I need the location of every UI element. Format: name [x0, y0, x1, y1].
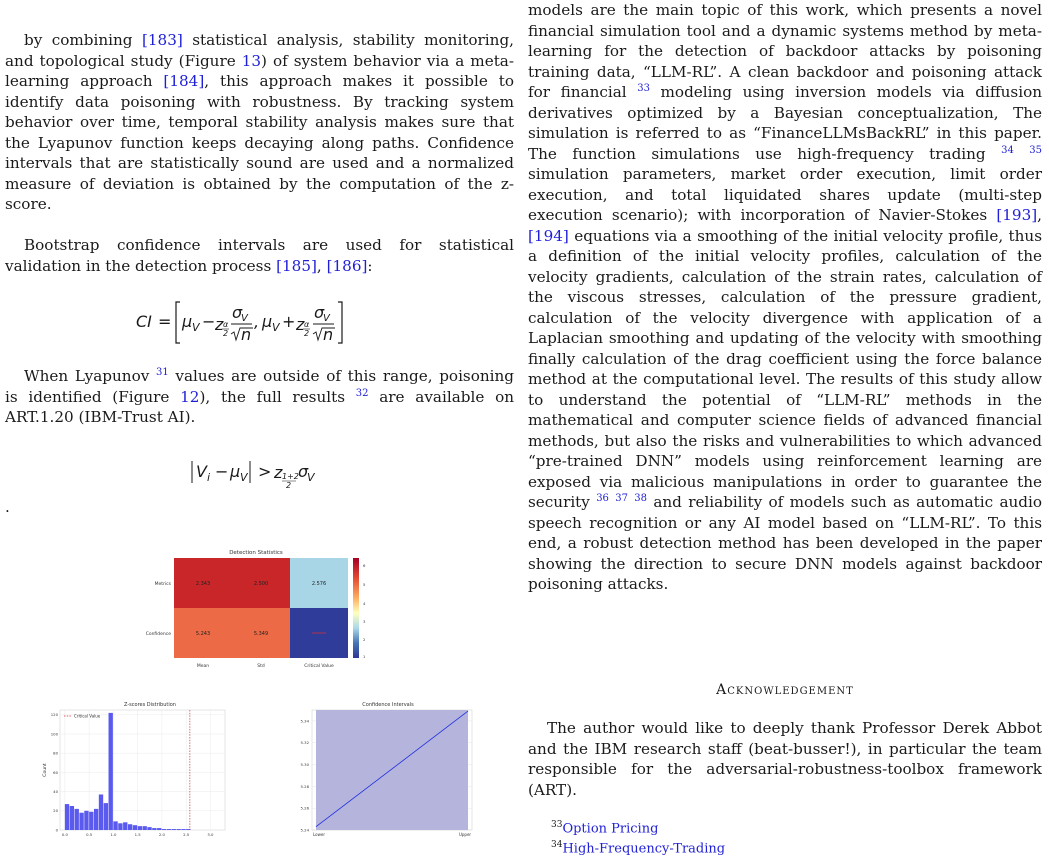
svg-text:n: n — [323, 325, 334, 344]
svg-text:μ: μ — [262, 312, 273, 331]
heatmap-value: 2.343 — [195, 581, 211, 587]
histogram-bar — [167, 829, 171, 830]
histogram-bar — [181, 829, 185, 830]
histogram-bar — [75, 809, 79, 830]
histogram-bar — [99, 794, 103, 830]
histogram-bar — [172, 829, 176, 830]
histogram-ytick: 120 — [50, 712, 58, 718]
ci-xtick: Lower — [313, 832, 325, 837]
heatmap-col-label: Critical Value — [304, 664, 334, 669]
svg-text:2: 2 — [223, 329, 229, 338]
heatmap-col-label: Std — [257, 664, 265, 669]
histogram-xtick: 0.0 — [61, 832, 68, 837]
footnote-36[interactable]: 36 — [596, 492, 609, 504]
ci-ytick: 5.30 — [300, 761, 309, 767]
heatmap-value: 5.349 — [253, 631, 269, 637]
histogram-xtick: 3.0 — [207, 832, 214, 837]
histogram-ytick: 80 — [53, 750, 58, 756]
histogram-ytick: 60 — [53, 769, 58, 775]
histogram-bar — [113, 821, 117, 830]
ci-ytick: 5.24 — [300, 827, 309, 833]
histogram-ylabel: Count — [43, 763, 48, 777]
histogram-ytick: 20 — [53, 808, 58, 814]
ci-ytick: 5.32 — [300, 740, 309, 746]
svg-text:α: α — [223, 320, 229, 329]
svg-text:1+2: 1+2 — [282, 472, 299, 481]
svg-text:,: , — [254, 312, 260, 331]
histogram-xtick: 0.5 — [86, 832, 93, 837]
stray-dot: . — [5, 498, 10, 516]
footnote-37[interactable]: 37 — [615, 492, 628, 504]
histogram-xtick: 2.5 — [183, 832, 190, 837]
ci-ytick: 5.34 — [300, 718, 309, 724]
acknowledgement-text: The author would like to deeply thank Professor Derek Abbot and the IBM research staff (beat-busser!), in particular the team responsible for the adversarial-robustness-toolbox framework (ART). — [528, 719, 1042, 799]
svg-text:2: 2 — [286, 481, 292, 490]
histogram-bar — [104, 803, 108, 830]
svg-text:>: > — [258, 462, 272, 481]
svg-text:+: + — [282, 312, 296, 331]
histogram-bar — [138, 826, 142, 830]
colorbar-tick: 1 — [363, 654, 366, 659]
equation-deviation — [190, 456, 340, 492]
paragraph-lyapunov: When Lyapunov $^{31}$ values are outside of this range, poisoning is identified (Figure 12), the full results $^{32}$ are available on ART.1.20 (IBM-Trust AI). — [5, 366, 515, 426]
paragraph-bootstrap: Bootstrap confidence intervals are used for statistical validation in the detection process [185], [186]: — [5, 236, 514, 275]
svg-text:−: − — [215, 462, 229, 481]
heatmap-colorbar — [353, 558, 359, 658]
histogram-bar — [84, 811, 88, 830]
svg-text:V: V — [240, 471, 248, 484]
colorbar-tick: 4 — [363, 601, 366, 606]
footnote-38[interactable]: 38 — [634, 492, 648, 504]
ci-ytick: 5.26 — [300, 805, 309, 811]
paragraph-conclusion: models are the main topic of this work, which presents a novel financial simulation tool and a dynamic systems method by meta-learning for the detection of backdoor attacks by poisoning training data, “LLM-RL”. A clean backdoor and poisoning attack for financial $^{33}$ modeling using inversion models via diffusion derivatives optimized by a Bayesian conceptualization, The simulation is referred to as “FinanceLLMsBackRL” in this paper. The function simulations use high-frequency trading $^{34}$ $^{35}$ simulation parameters, market order execution, limit order execution, and total liquidated shares update (multi-step execution scenario); with incorporation of Navier-Stokes [193], [194] equations via a smoothing of the initial velocity profile, thus a definition of the initial velocity profiles, calculation of the velocity gradients, calculation of the strain rates, calculation of the viscous stresses, calculation of the pressure gradient, calculation of the velocity divergence with application of a Laplacian smoothing and updating of the velocity with smoothing finally calculation of the drag coefficient using the force balance method at the computational level. The results of this study allow to understand the potential of “LLM-RL” methods in the mathematical and computer science fields of advanced financial methods, but also the risks and vulnerabilities to which advanced “pre-trained DNN” models using reinforcement learning are exposed via malicious manipulations in order to guarantee the security $^{36}$ $^{37}$ $^{38}$ and reliability of models such as automatic audio speech recognition or any AI model based on “LLM-RL”. To this end, a robust detection method has been developed in the paper showing the direction to secure DNN models against backdoor poisoning attacks. — [528, 1, 1043, 593]
svg-text:−: − — [202, 312, 216, 331]
histogram-xtick: 1.5 — [134, 832, 141, 837]
ci-title: Confidence Intervals — [362, 702, 414, 708]
heatmap-row-label: Confidence — [145, 632, 171, 637]
histogram-bar — [94, 809, 98, 830]
equation-confidence-interval — [136, 296, 396, 348]
histogram-ytick: 100 — [50, 731, 58, 737]
heatmap-col-label: Mean — [196, 664, 210, 669]
citation-194[interactable]: [194] — [528, 226, 569, 245]
zscore-histogram — [40, 697, 230, 837]
citation-183[interactable]: [183] — [141, 31, 183, 49]
heatmap-title: Detection Statistics — [229, 550, 283, 556]
citation-185[interactable]: [185] — [276, 256, 317, 275]
svg-text:σ: σ — [314, 303, 325, 322]
acknowledgement-heading: Acknowledgement — [716, 682, 854, 698]
citation-193[interactable]: [193] — [996, 206, 1038, 224]
confidence-interval-chart — [290, 697, 480, 837]
footnote-entry[interactable]: $^{34}$High-Frequency-Trading — [551, 840, 726, 857]
histogram-bar — [157, 828, 161, 830]
footnote-entry[interactable]: $^{33}$Option Pricing — [551, 820, 659, 837]
footnote-35[interactable]: 35 — [1029, 144, 1042, 156]
histogram-xtick: 1.0 — [110, 832, 117, 837]
svg-text:z: z — [274, 463, 283, 482]
histogram-bar — [118, 823, 122, 830]
heatmap-row-label: Metrics — [154, 582, 171, 587]
footnote-31[interactable]: 31 — [156, 366, 169, 378]
figure-12-link[interactable]: 12 — [180, 387, 200, 406]
colorbar-tick: 3 — [363, 619, 366, 624]
svg-text:n: n — [241, 325, 252, 344]
citation-184[interactable]: [184] — [163, 72, 205, 90]
colorbar-tick: 5 — [363, 582, 366, 587]
colorbar-tick: 6 — [363, 563, 366, 568]
svg-text:σ: σ — [298, 462, 309, 481]
histogram-bar — [89, 812, 93, 830]
histogram-bar — [152, 828, 156, 830]
heatmap-value: 5.243 — [195, 631, 211, 637]
histogram-ytick: 40 — [53, 789, 58, 794]
heatmap-value: 2.576 — [311, 581, 327, 587]
histogram-bar — [133, 825, 137, 830]
svg-text:V: V — [272, 321, 280, 334]
histogram-bar — [123, 822, 127, 830]
footnote-32[interactable]: 32 — [355, 387, 369, 399]
heatmap-figure — [138, 545, 378, 683]
svg-text:i: i — [207, 471, 211, 484]
svg-text:CI: CI — [136, 312, 152, 331]
heatmap-value: 2.500 — [253, 581, 269, 587]
figure-13-link[interactable]: 13 — [241, 51, 262, 70]
svg-text:V: V — [323, 313, 330, 324]
histogram-bar — [65, 804, 69, 830]
svg-text:V: V — [241, 313, 248, 324]
histogram-bar — [109, 713, 113, 830]
detection-statistics-heatmap — [138, 545, 378, 683]
svg-text:α: α — [304, 320, 310, 329]
svg-text:μ: μ — [230, 462, 241, 481]
histogram-bar — [162, 829, 166, 830]
histogram-bar — [143, 826, 147, 830]
footnote-33[interactable]: 33 — [637, 82, 650, 94]
histogram-bar — [70, 806, 74, 830]
svg-text:z: z — [296, 315, 305, 334]
ci-xtick: Upper — [458, 832, 472, 837]
paragraph-intro: by combining [183] statistical analysis, stability monitoring, and topological study (Figure 13) of system behavior via a meta-learning approach [184], this approach makes it possible to identify data poisoning with robustness. By tracking system behavior over time, temporal stability analysis makes sure that the Lyapunov function keeps decaying along paths. Confidence intervals that are statistically sound are used and a normalized measure of deviation is obtained by the computation of the z-score. — [5, 31, 514, 213]
histogram-legend: Critical Value — [74, 713, 101, 719]
histogram-bar — [128, 824, 132, 830]
histogram-title: Z-scores Distribution — [124, 702, 176, 708]
ci-ytick: 5.28 — [300, 783, 309, 789]
svg-text:μ: μ — [182, 312, 193, 331]
svg-text:σ: σ — [232, 303, 243, 322]
svg-text:V: V — [196, 462, 207, 481]
histogram-bar — [176, 829, 180, 830]
svg-text:V: V — [307, 471, 315, 484]
zscore-histogram-figure — [40, 697, 230, 837]
histogram-bar — [79, 813, 83, 830]
footnote-34[interactable]: 34 — [1001, 144, 1014, 156]
histogram-bar — [147, 827, 151, 830]
citation-186[interactable]: [186] — [326, 256, 368, 275]
histogram-ytick: 0 — [55, 827, 58, 833]
svg-text:2: 2 — [304, 329, 310, 338]
colorbar-tick: 2 — [363, 637, 366, 642]
confidence-interval-figure — [290, 697, 480, 837]
histogram-xtick: 2.0 — [158, 832, 165, 837]
svg-text:z: z — [215, 315, 224, 334]
svg-text:V: V — [192, 321, 200, 334]
svg-text:=: = — [158, 312, 172, 331]
